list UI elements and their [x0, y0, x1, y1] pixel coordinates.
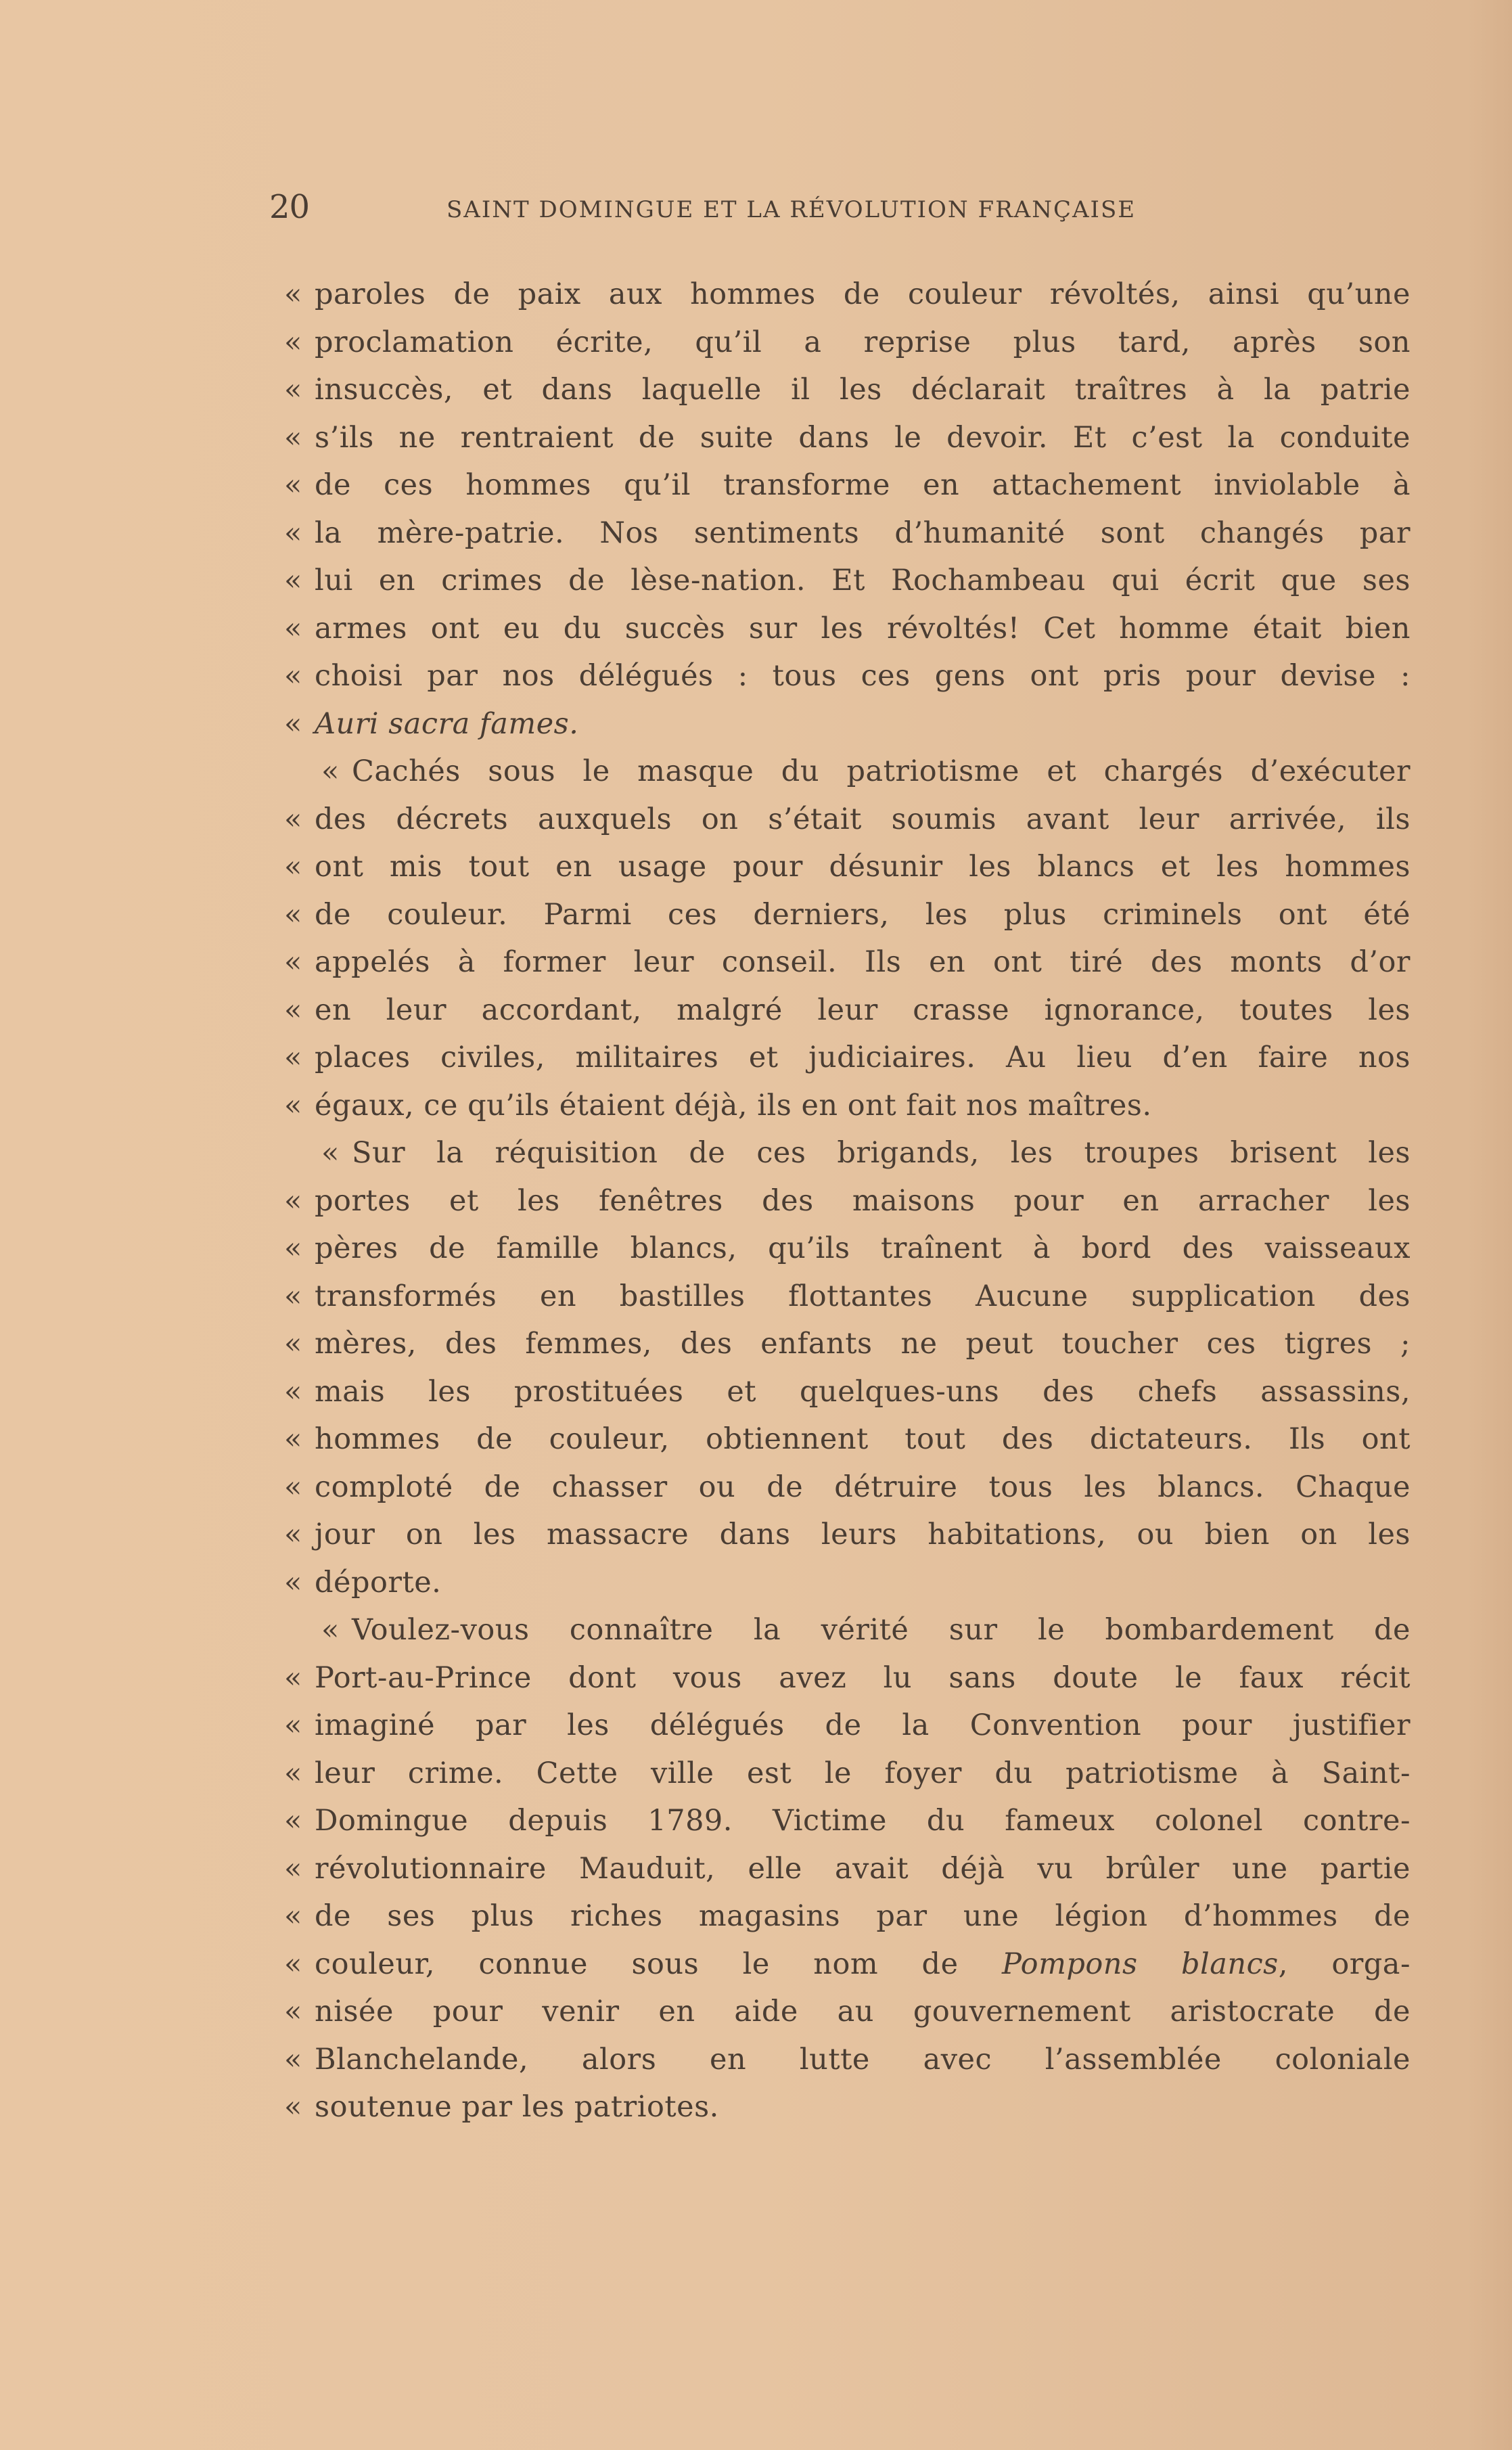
- text-line: « Blanchelande, alors en lutte avec l’assemblée coloniale: [284, 2042, 1411, 2077]
- text-line: « Sur la réquisition de ces brigands, les troupes brisent les: [321, 1136, 1411, 1170]
- text-line: « des décrets auxquels on s’était soumis avant leur arrivée, ils: [284, 802, 1411, 836]
- text-line: « pères de famille blancs, qu’ils traînent à bord des vaisseaux: [284, 1231, 1411, 1265]
- text-line: « choisi par nos délégués : tous ces gens ont pris pour devise :: [284, 659, 1411, 693]
- page-number: 20: [269, 188, 310, 226]
- running-title: SAINT DOMINGUE ET LA RÉVOLUTION FRANÇAISE: [446, 196, 1137, 223]
- latin-quote: Auri sacra fames.: [315, 706, 579, 741]
- text-line: « insuccès, et dans laquelle il les déclarait traîtres à la patrie: [284, 373, 1411, 407]
- body-text: [284, 271, 1411, 2131]
- running-header: [269, 188, 1250, 229]
- text-line: « de ses plus riches magasins par une légion d’hommes de: [284, 1899, 1411, 1933]
- text-line: « mères, des femmes, des enfants ne peut toucher ces tigres ;: [284, 1327, 1411, 1361]
- text-line: « transformés en bastilles flottantes Aucune supplication des: [284, 1279, 1411, 1313]
- text-line: « révolutionnaire Mauduit, elle avait déjà vu brûler une partie: [284, 1851, 1411, 1886]
- text-line: « lui en crimes de lèse-nation. Et Rochambeau qui écrit que ses: [284, 564, 1411, 597]
- text-line: « Auri sacra fames.: [284, 706, 579, 741]
- text-line: « la mère-patrie. Nos sentiments d’humanité sont changés par: [284, 516, 1411, 550]
- text-line: « imaginé par les délégués de la Convention pour justifier: [284, 1708, 1411, 1742]
- paragraph: [284, 1129, 1411, 1606]
- text-line: « armes ont eu du succès sur les révoltés! Cet homme était bien: [284, 611, 1411, 645]
- text-line: « Domingue depuis 1789. Victime du fameux colonel contre-: [284, 1804, 1411, 1838]
- text-line: « soutenue par les patriotes.: [284, 2090, 719, 2124]
- text-line: « nisée pour venir en aide au gouvernement aristocrate de: [284, 1995, 1411, 2028]
- text-line: « Port-au-Prince dont vous avez lu sans doute le faux récit: [284, 1660, 1411, 1695]
- text-line: « appelés à former leur conseil. Ils en ont tiré des monts d’or: [284, 945, 1411, 979]
- text-line: « leur crime. Cette ville est le foyer du patriotisme à Saint-: [284, 1756, 1411, 1790]
- text-line: « mais les prostituées et quelques-uns des chefs assassins,: [284, 1374, 1411, 1409]
- text-line: « déporte.: [284, 1565, 442, 1600]
- text-line: « Cachés sous le masque du patriotisme et chargés d’exécuter: [321, 754, 1411, 788]
- text-line: « portes et les fenêtres des maisons pour en arracher les: [284, 1183, 1411, 1218]
- text-line: « ont mis tout en usage pour désunir les blancs et les hommes: [284, 850, 1411, 884]
- text-line: « comploté de chasser ou de détruire tous les blancs. Chaque: [284, 1470, 1411, 1504]
- text-line: « proclamation écrite, qu’il a reprise plus tard, après son: [284, 325, 1411, 359]
- italic-term: Pompons blancs: [1001, 1947, 1279, 1981]
- text-line: « couleur, connue sous le nom de Pompons blancs, orga-: [284, 1947, 1411, 1981]
- text-line: « paroles de paix aux hommes de couleur révoltés, ainsi qu’une: [284, 277, 1411, 311]
- paragraph: [284, 1606, 1411, 2131]
- text-line: « jour on les massacre dans leurs habitations, ou bien on les: [284, 1518, 1411, 1551]
- text-line: « en leur accordant, malgré leur crasse ignorance, toutes les: [284, 993, 1411, 1027]
- text-line: « places civiles, militaires et judiciaires. Au lieu d’en faire nos: [284, 1041, 1411, 1074]
- text-line: « hommes de couleur, obtiennent tout des dictateurs. Ils ont: [284, 1422, 1411, 1456]
- paragraph: [284, 748, 1411, 1129]
- text-line: « de ces hommes qu’il transforme en attachement inviolable à: [284, 468, 1411, 502]
- text-line: « Voulez-vous connaître la vérité sur le bombardement de: [321, 1613, 1411, 1647]
- paragraph: [284, 271, 1411, 748]
- text-line: « égaux, ce qu’ils étaient déjà, ils en ont fait nos maîtres.: [284, 1088, 1152, 1122]
- text-line: « s’ils ne rentraient de suite dans le devoir. Et c’est la conduite: [284, 420, 1411, 455]
- text-line: « de couleur. Parmi ces derniers, les plus criminels ont été: [284, 897, 1411, 932]
